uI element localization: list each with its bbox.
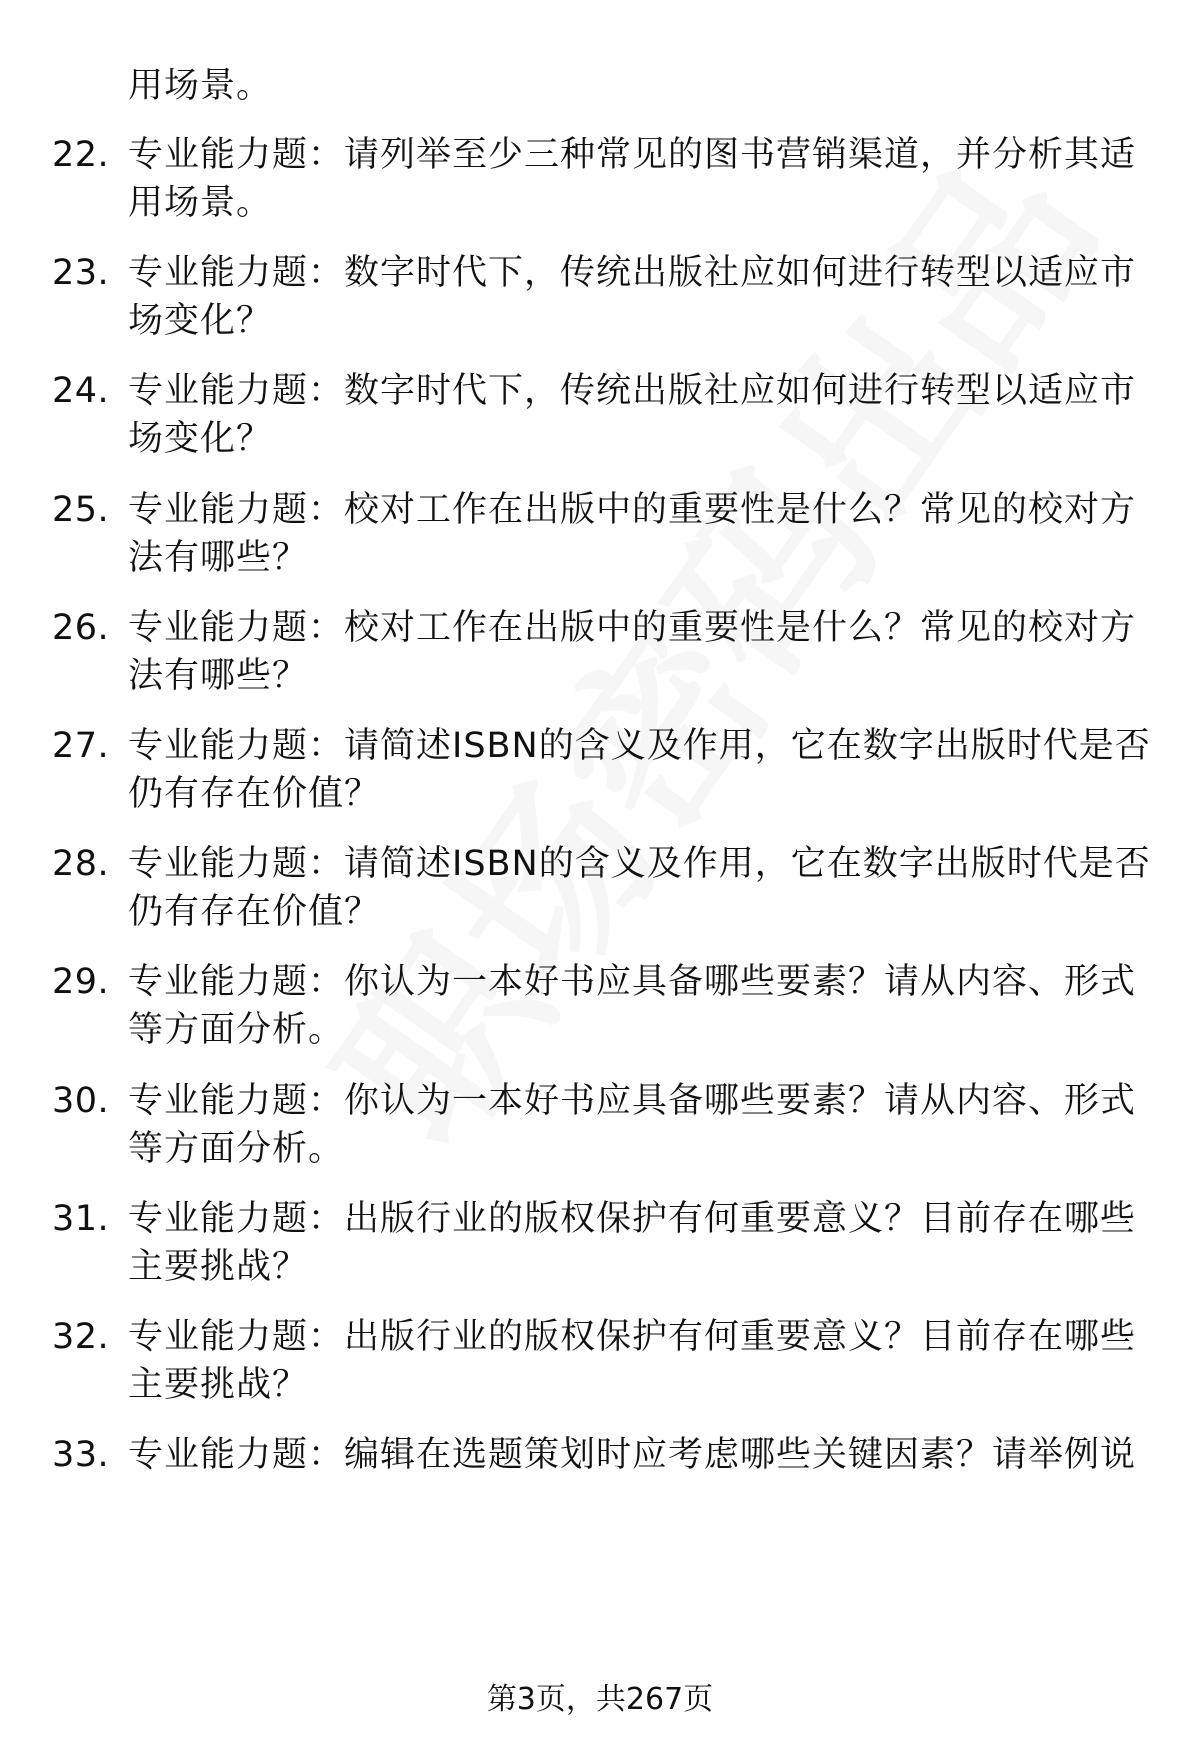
question-number: 28. <box>52 844 110 884</box>
question-number: 25. <box>52 490 110 530</box>
question-item <box>0 1313 1200 1423</box>
question-text <box>128 486 1148 582</box>
question-text-line: 法有哪些？ <box>128 656 309 696</box>
page-footer: 第3页，共267页 <box>486 1682 714 1717</box>
continuation-text: 用场景。 <box>128 66 273 106</box>
question-text-line: 专业能力题：数字时代下，传统出版社应如何进行转型以适应市 <box>128 371 1137 411</box>
question-number: 32. <box>52 1317 110 1357</box>
question-text-line: 专业能力题：校对工作在出版中的重要性是什么？常见的校对方 <box>128 608 1137 648</box>
question-text <box>128 131 1148 227</box>
question-text-line: 专业能力题：数字时代下，传统出版社应如何进行转型以适应市 <box>128 253 1137 293</box>
question-item <box>0 367 1200 477</box>
question-text-line: 专业能力题：编辑在选题策划时应考虑哪些关键因素？请举例说 <box>128 1435 1137 1475</box>
question-text-line: 仍有存在价值？ <box>128 892 381 932</box>
question-text <box>128 367 1148 463</box>
question-text-line: 法有哪些？ <box>128 538 309 578</box>
question-text <box>128 604 1148 700</box>
question-number: 26. <box>52 608 110 648</box>
question-number: 23. <box>52 253 110 293</box>
question-item <box>0 1077 1200 1187</box>
question-text <box>128 1077 1148 1173</box>
question-item <box>0 840 1200 950</box>
question-item <box>0 604 1200 714</box>
question-text <box>128 1195 1148 1291</box>
question-text-line: 等方面分析。 <box>128 1129 345 1169</box>
question-text-line: 用场景。 <box>128 183 273 223</box>
question-item <box>0 486 1200 596</box>
question-number: 30. <box>52 1081 110 1121</box>
question-text-line: 主要挑战？ <box>128 1365 309 1405</box>
question-text-line: 专业能力题：请简述ISBN的含义及作用，它在数字出版时代是否 <box>128 844 1151 884</box>
question-number: 24. <box>52 371 110 411</box>
question-item <box>0 131 1200 241</box>
question-text-line: 主要挑战？ <box>128 1247 309 1287</box>
question-number: 22. <box>52 135 110 175</box>
question-text <box>128 958 1148 1054</box>
question-text-line: 专业能力题：你认为一本好书应具备哪些要素？请从内容、形式 <box>128 962 1137 1002</box>
question-number: 27. <box>52 726 110 766</box>
question-text-line: 专业能力题：出版行业的版权保护有何重要意义？目前存在哪些 <box>128 1199 1137 1239</box>
question-text-line: 场变化？ <box>128 419 273 459</box>
question-number: 31. <box>52 1199 110 1239</box>
question-item <box>0 958 1200 1068</box>
question-text-line: 专业能力题：校对工作在出版中的重要性是什么？常见的校对方 <box>128 490 1137 530</box>
question-text <box>128 249 1148 345</box>
question-item <box>0 1195 1200 1305</box>
question-text-line: 专业能力题：请列举至少三种常见的图书营销渠道，并分析其适 <box>128 135 1137 175</box>
question-text <box>128 1313 1148 1409</box>
question-text-line: 场变化？ <box>128 301 273 341</box>
question-text-line: 等方面分析。 <box>128 1010 345 1050</box>
question-number: 33. <box>52 1435 110 1475</box>
question-text <box>128 840 1151 936</box>
question-item <box>0 249 1200 359</box>
question-text <box>128 722 1151 818</box>
question-number: 29. <box>52 962 110 1002</box>
question-item <box>0 1431 1200 1541</box>
question-item <box>0 722 1200 832</box>
question-text <box>128 1431 1148 1479</box>
question-text-line: 专业能力题：出版行业的版权保护有何重要意义？目前存在哪些 <box>128 1317 1137 1357</box>
question-text-line: 专业能力题：请简述ISBN的含义及作用，它在数字出版时代是否 <box>128 726 1151 766</box>
question-text-line: 仍有存在价值？ <box>128 774 381 814</box>
question-text-line: 专业能力题：你认为一本好书应具备哪些要素？请从内容、形式 <box>128 1081 1137 1121</box>
